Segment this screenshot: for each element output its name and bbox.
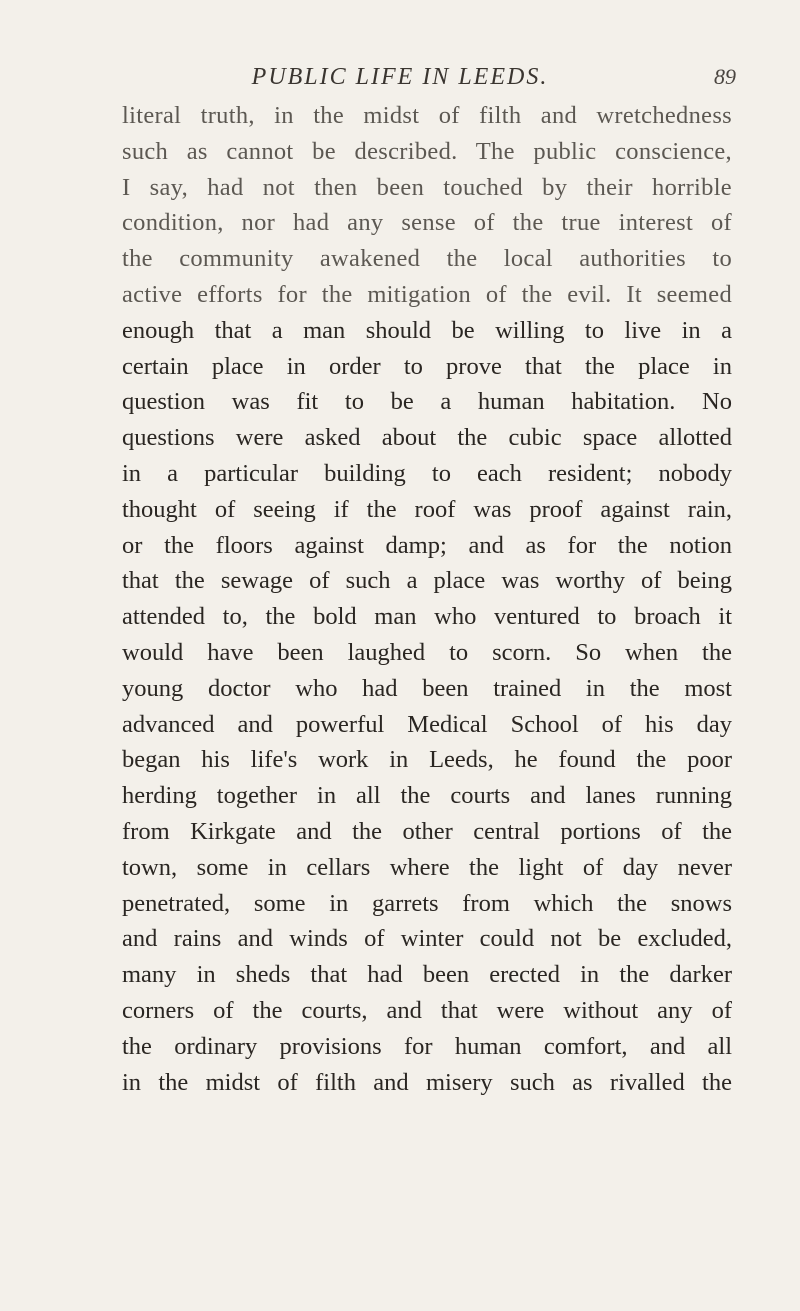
text-line: question was fit to be a human habitation. No	[122, 388, 732, 416]
text-line: herding together in all the courts and lanes running	[122, 782, 732, 810]
text-line: active efforts for the mitigation of the evil. It seemed	[122, 280, 732, 308]
text-line: the ordinary provisions for human comfort, and all	[122, 1032, 732, 1060]
text-line: condition, nor had any sense of the true interest of	[122, 209, 732, 237]
body-text	[122, 98, 732, 1100]
text-line: in a particular building to each resident; nobody	[122, 459, 732, 487]
text-line: the community awakened the local authorities to	[122, 245, 732, 273]
text-line: began his life's work in Leeds, he found the poor	[122, 746, 732, 774]
text-line: would have been laughed to scorn. So when the	[122, 638, 732, 666]
text-line: from Kirkgate and the other central portions of the	[122, 817, 732, 845]
text-line: town, some in cellars where the light of day never	[122, 853, 732, 881]
text-line: penetrated, some in garrets from which the snows	[122, 889, 732, 917]
text-line: that the sewage of such a place was worthy of being	[122, 567, 732, 595]
text-line: in the midst of filth and misery such as rivalled the	[122, 1068, 732, 1096]
page-number: 89	[714, 64, 736, 89]
text-line: I say, had not then been touched by their horrible	[122, 173, 732, 201]
text-line: corners of the courts, and that were without any of	[122, 996, 732, 1024]
running-head: PUBLIC LIFE IN LEEDS.	[251, 64, 549, 90]
text-line: or the floors against damp; and as for the notion	[122, 531, 732, 559]
text-line: enough that a man should be willing to live in a	[122, 316, 732, 344]
text-line: attended to, the bold man who ventured to broach it	[122, 603, 732, 631]
text-line: many in sheds that had been erected in the darker	[122, 961, 732, 989]
text-line: and rains and winds of winter could not be excluded,	[122, 925, 732, 953]
text-line: certain place in order to prove that the place in	[122, 352, 732, 380]
text-line: questions were asked about the cubic space allotted	[122, 424, 732, 452]
text-line: such as cannot be described. The public conscience,	[122, 137, 732, 165]
text-line: thought of seeing if the roof was proof against rain,	[122, 495, 732, 523]
text-line: young doctor who had been trained in the most	[122, 674, 732, 702]
text-line: literal truth, in the midst of filth and wretchedness	[122, 102, 732, 129]
text-line: advanced and powerful Medical School of his day	[122, 710, 732, 738]
